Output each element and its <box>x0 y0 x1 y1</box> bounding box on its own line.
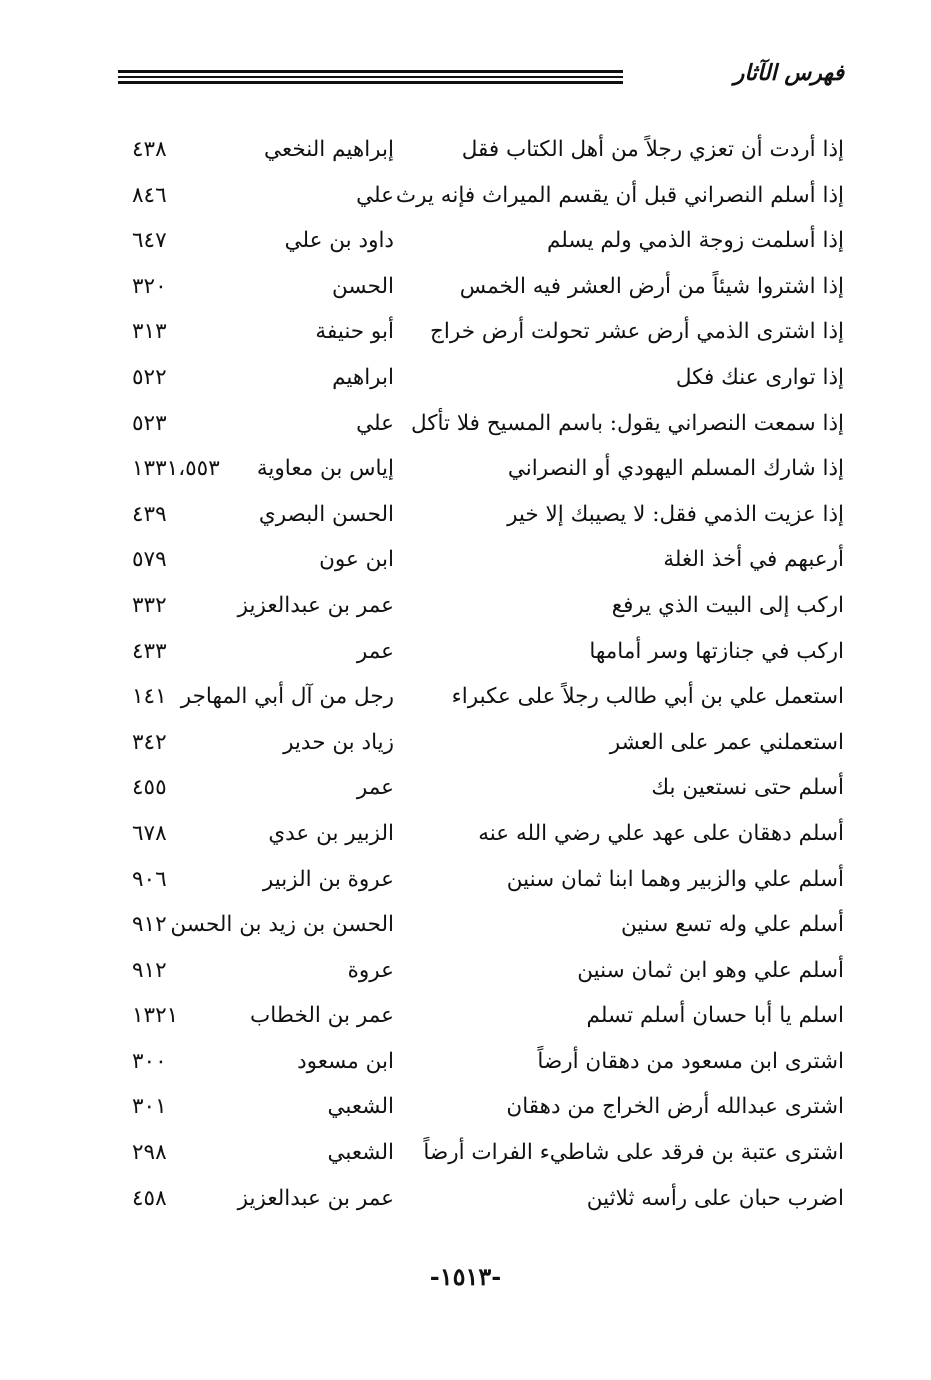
index-entry <box>118 1040 844 1086</box>
entry-narrator: إبراهيم النخعي <box>264 137 394 162</box>
entry-text: أسلم علي والزبير وهما ابنا ثمان سنين <box>506 866 844 892</box>
entry-page-number: ٩٠٦ <box>132 866 167 892</box>
entry-page-number: ٤٥٥ <box>132 775 167 801</box>
entry-narrator: عروة بن الزبير <box>262 866 394 892</box>
entry-text: إذا شارك المسلم اليهودي أو النصراني <box>507 456 844 482</box>
index-entry <box>118 310 844 356</box>
entry-text: استعملني عمر على العشر <box>609 729 844 755</box>
index-entry <box>118 402 844 448</box>
entry-text: أرعبهم في أخذ الغلة <box>663 547 844 573</box>
entry-text: اشترى ابن مسعود من دهقان أرضاً <box>537 1048 844 1074</box>
index-entry <box>118 219 844 265</box>
index-entry <box>118 1085 844 1131</box>
entry-page-number: ٦٤٧ <box>132 228 167 254</box>
index-entry <box>118 812 844 858</box>
index-entry <box>118 447 844 493</box>
entry-narrator: علي <box>356 182 394 208</box>
page-number: -١٥١٣- <box>429 1262 502 1291</box>
entry-page-number: ٣٠٠ <box>132 1048 167 1074</box>
entry-text: استعمل علي بن أبي طالب رجلاً على عكبراء <box>451 684 844 710</box>
entry-text: اشترى عبدالله أرض الخراج من دهقان <box>506 1094 844 1120</box>
entry-text: أسلم دهقان على عهد علي رضي الله عنه <box>478 820 844 846</box>
index-entry <box>118 538 844 584</box>
header-rule <box>118 76 623 78</box>
index-entry <box>118 493 844 539</box>
entry-text: إذا توارى عنك فكل <box>675 364 844 390</box>
entry-text: إذا سمعت النصراني يقول: باسم المسيح فلا تأكل <box>410 410 844 436</box>
index-entry <box>118 949 844 995</box>
header-rule <box>118 70 623 73</box>
entry-narrator: ابن مسعود <box>297 1048 394 1074</box>
entry-text: أسلم حتى نستعين بك <box>651 775 844 801</box>
index-entry <box>118 1177 844 1223</box>
index-entry <box>118 903 844 949</box>
entry-narrator: عروة <box>347 957 394 983</box>
entry-text: أسلم علي وله تسع سنين <box>620 912 844 938</box>
entry-text: إذا عزيت الذمي فقل: لا يصيبك إلا خير <box>507 501 844 527</box>
entry-text: إذا أسلم النصراني قبل أن يقسم الميراث فإنه يرث <box>395 182 844 208</box>
entry-narrator: الحسن البصري <box>258 501 394 527</box>
entry-page-number: ٢٩٨ <box>132 1140 167 1166</box>
page-header <box>118 58 844 98</box>
index-list <box>118 128 844 1222</box>
entry-page-number: ١٣٣١،٥٥٣ <box>132 456 220 482</box>
entry-page-number: ٨٤٦ <box>132 182 167 208</box>
entry-narrator: داود بن علي <box>284 228 394 254</box>
entry-narrator: عمر بن عبدالعزيز <box>237 1185 394 1211</box>
entry-page-number: ٦٧٨ <box>132 820 167 846</box>
index-entry <box>118 630 844 676</box>
entry-page-number: ٩١٢ <box>132 912 167 938</box>
entry-page-number: ٩١٢ <box>132 957 167 983</box>
entry-page-number: ٣١٣ <box>132 319 167 345</box>
index-entry <box>118 265 844 311</box>
entry-narrator: ابراهيم <box>332 364 394 390</box>
entry-text: إذا اشتروا شيئاً من أرض العشر فيه الخمس <box>459 273 844 299</box>
entry-narrator: الزبير بن عدي <box>268 820 394 846</box>
entry-narrator: رجل من آل أبي المهاجر <box>180 684 394 710</box>
entry-page-number: ٥٢٣ <box>132 410 167 436</box>
entry-text: إذا أسلمت زوجة الذمي ولم يسلم <box>546 228 844 254</box>
entry-page-number: ١٣٢١ <box>132 1003 179 1029</box>
index-entry <box>118 766 844 812</box>
entry-narrator: إياس بن معاوية <box>256 456 394 482</box>
index-entry <box>118 994 844 1040</box>
entry-narrator: الحسن <box>332 273 394 299</box>
entry-text: اركب إلى البيت الذي يرفع <box>611 592 844 618</box>
entry-text: اسلم يا أبا حسان أسلم تسلم <box>586 1003 844 1029</box>
entry-narrator: ابن عون <box>319 547 394 573</box>
entry-page-number: ٤٣٣ <box>132 638 167 664</box>
entry-text: اشترى عتبة بن فرقد على شاطيء الفرات أرضاً <box>423 1140 844 1166</box>
entry-narrator: أبو حنيفة <box>315 319 394 345</box>
index-entry <box>118 356 844 402</box>
entry-page-number: ٣٢٠ <box>132 273 167 299</box>
entry-narrator: الشعبي <box>327 1140 394 1166</box>
entry-page-number: ٤٣٨ <box>132 137 167 162</box>
entry-narrator: عمر <box>356 775 394 801</box>
entry-page-number: ٤٥٨ <box>132 1185 167 1211</box>
entry-text: اضرب حبان على رأسه ثلاثين <box>586 1185 844 1211</box>
index-entry <box>118 1131 844 1177</box>
entry-text: أسلم علي وهو ابن ثمان سنين <box>577 957 844 983</box>
entry-narrator: عمر بن الخطاب <box>250 1003 394 1029</box>
entry-page-number: ٥٧٩ <box>132 547 167 573</box>
entry-text: إذا اشترى الذمي أرض عشر تحولت أرض خراج <box>430 319 844 345</box>
page-title: فهرس الآثار <box>733 60 844 86</box>
entry-page-number: ١٤١ <box>132 684 167 710</box>
index-entry <box>118 174 844 220</box>
entry-text: اركب في جنازتها وسر أمامها <box>589 638 844 664</box>
entry-page-number: ٣٠١ <box>132 1094 167 1120</box>
index-entry <box>118 128 844 174</box>
entry-page-number: ٤٣٩ <box>132 501 167 527</box>
entry-narrator: عمر <box>356 638 394 664</box>
index-entry <box>118 675 844 721</box>
index-entry <box>118 858 844 904</box>
entry-page-number: ٣٤٢ <box>132 729 167 755</box>
entry-text: إذا أردت أن تعزي رجلاً من أهل الكتاب فقل <box>461 137 844 162</box>
entry-narrator: علي <box>356 410 394 436</box>
entry-narrator: زياد بن حدير <box>283 729 394 755</box>
entry-narrator: الشعبي <box>327 1094 394 1120</box>
entry-page-number: ٣٣٢ <box>132 592 167 618</box>
index-entry <box>118 584 844 630</box>
entry-page-number: ٥٢٢ <box>132 364 167 390</box>
entry-narrator: الحسن بن زيد بن الحسن <box>170 912 394 938</box>
index-entry <box>118 721 844 767</box>
entry-narrator: عمر بن عبدالعزيز <box>237 592 394 618</box>
header-rule <box>118 81 623 84</box>
